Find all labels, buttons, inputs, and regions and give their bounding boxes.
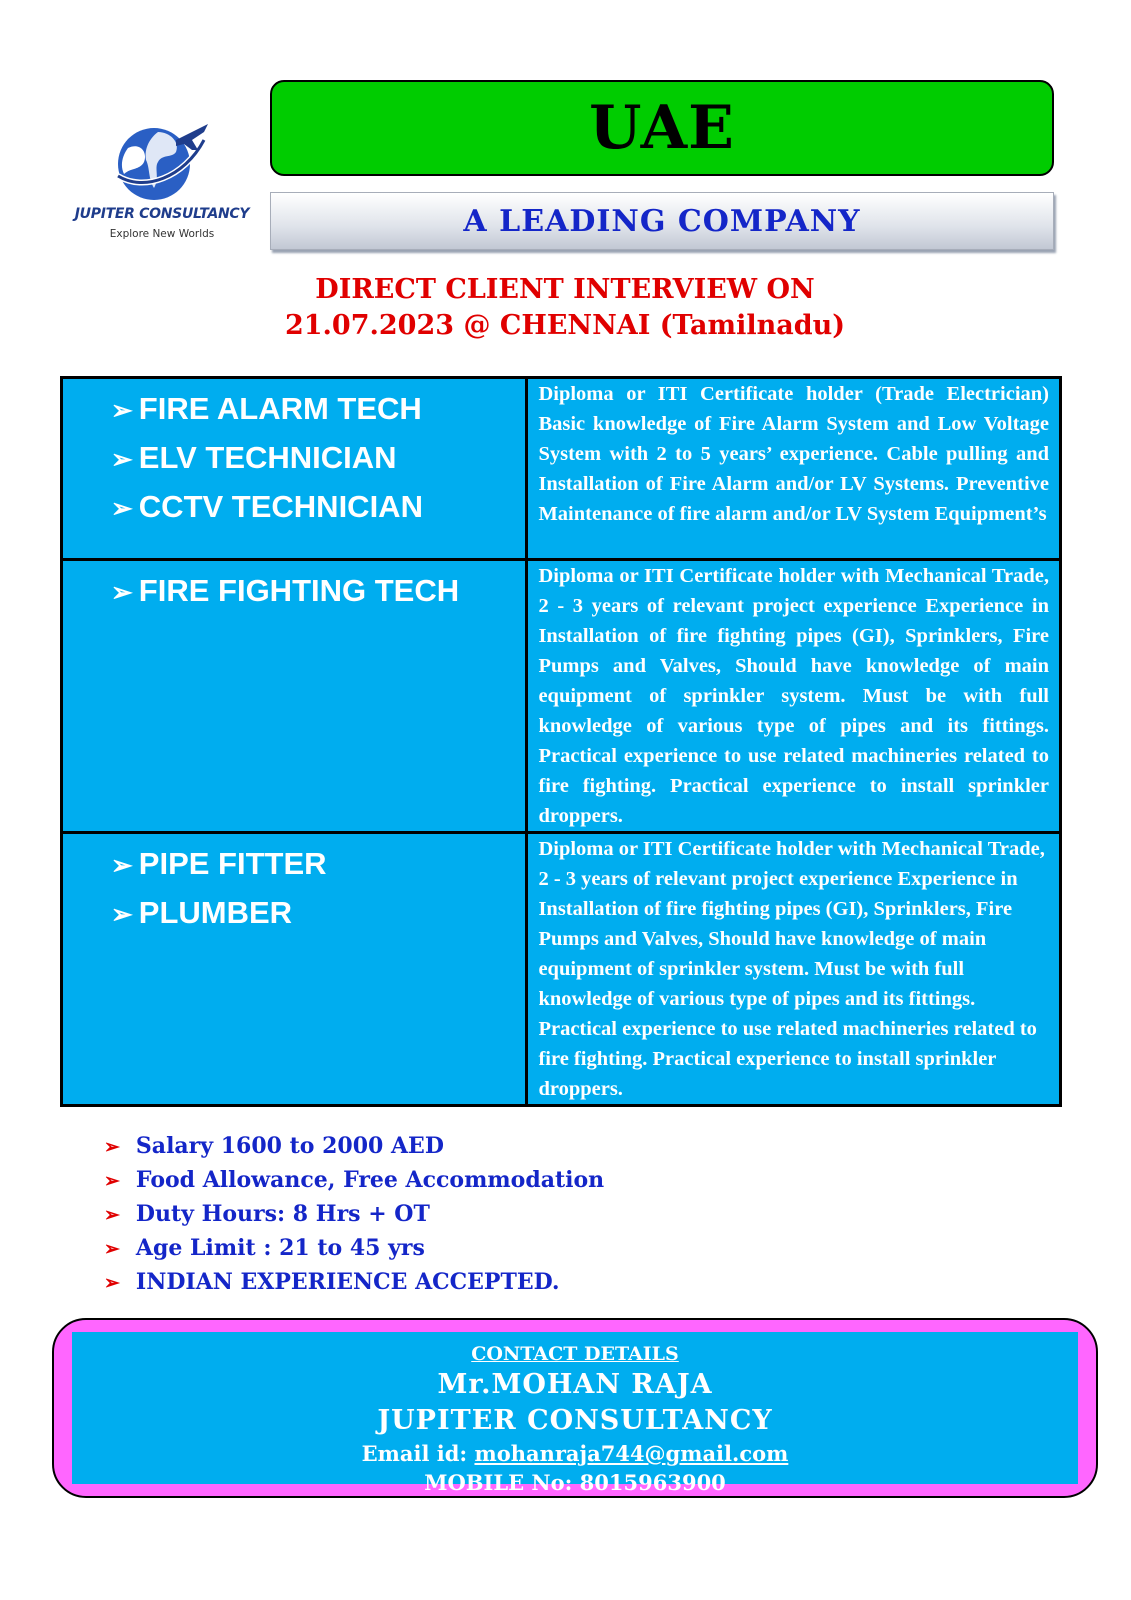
interview-line-1: DIRECT CLIENT INTERVIEW ON: [315, 274, 815, 305]
job-titles-cell: [62, 560, 527, 833]
job-description: Diploma or ITI Certificate holder (Trade Electrician) Basic knowledge of Fire Alarm System and Low Voltage System with 2 to 5 years’ experience. Cable pulling and Installation of Fire Alarm and/or LV Systems. Preventive Maintenance of fire alarm and/or LV System Equipment’s: [538, 383, 1049, 525]
contact-company: JUPITER CONSULTANCY: [377, 1405, 773, 1436]
mobile-label: MOBILE No:: [424, 1470, 573, 1495]
contact-mobile-line: [72, 1468, 1078, 1497]
interview-line-2: 21.07.2023 @ CHENNAI (Tamilnadu): [284, 310, 846, 341]
contact-box: [52, 1318, 1098, 1498]
email-link[interactable]: mohanraja744@gmail.com: [474, 1441, 789, 1466]
job-row: [62, 378, 1061, 560]
arrow-bullet-icon: ➢: [111, 850, 133, 880]
arrow-bullet-icon: ➢: [111, 577, 133, 607]
benefit-item: ➢ Duty Hours: 8 Hrs + OT: [104, 1201, 430, 1227]
globe-airplane-icon: [114, 118, 210, 204]
benefits-list: [104, 1130, 604, 1300]
logo-tagline: Explore New Worlds: [109, 228, 215, 240]
company-logo: [62, 118, 262, 268]
arrow-bullet-icon: ➢: [104, 1238, 120, 1260]
benefit-item: ➢ Salary 1600 to 2000 AED: [104, 1133, 444, 1159]
benefit-item: ➢ INDIAN EXPERIENCE ACCEPTED.: [104, 1269, 560, 1295]
job-titles-cell: [62, 378, 527, 560]
arrow-bullet-icon: ➢: [104, 1136, 120, 1158]
job-description: Diploma or ITI Certificate holder with Mechanical Trade, 2 - 3 years of relevant project experience Experience in Installation of fire fighting pipes (GI), Sprinklers, Fire Pumps and Valves, Should have knowledge of main equipment of sprinkler system. Must be with full knowledge of various type of pipes and its fittings. Practical experience to use related machineries related to fire fighting. Practical experience to install sprinkler droppers.: [538, 565, 1049, 827]
job-title: ➢ PIPE FITTER: [111, 846, 327, 881]
company-subtitle: A LEADING COMPANY: [463, 203, 861, 239]
job-titles-cell: [62, 833, 527, 1106]
job-description: Diploma or ITI Certificate holder with Mechanical Trade, 2 - 3 years of relevant project experience Experience in Installation of fire fighting pipes (GI), Sprinklers, Fire Pumps and Valves, Should have knowledge of main equipment of sprinkler system. Must be with full knowledge of various type of pipes and its fittings. Practical experience to use related machineries related to fire fighting. Practical experience to install sprinkler droppers.: [538, 838, 1045, 1100]
benefit-item: ➢ Food Allowance, Free Accommodation: [104, 1167, 605, 1193]
job-title: ➢ ELV TECHNICIAN: [111, 440, 397, 475]
arrow-bullet-icon: ➢: [111, 899, 133, 929]
company-banner: [270, 192, 1054, 250]
contact-person: Mr.MOHAN RAJA: [437, 1369, 713, 1400]
logo-name: JUPITER CONSULTANCY: [74, 206, 250, 222]
arrow-bullet-icon: ➢: [111, 493, 133, 523]
job-title: ➢ CCTV TECHNICIAN: [111, 489, 423, 524]
country-banner: [270, 80, 1054, 176]
job-description-cell: [527, 378, 1061, 560]
benefit-item: ➢ Age Limit : 21 to 45 yrs: [104, 1235, 425, 1261]
arrow-bullet-icon: ➢: [104, 1272, 120, 1294]
jobs-table: [60, 376, 1062, 1107]
job-row: [62, 560, 1061, 833]
job-title: ➢ PLUMBER: [111, 895, 293, 930]
contact-heading: CONTACT DETAILS: [471, 1343, 679, 1365]
contact-email-line: [72, 1439, 1078, 1468]
country-title: UAE: [589, 93, 735, 163]
contact-panel: [72, 1332, 1078, 1495]
job-title: ➢ FIRE FIGHTING TECH: [111, 573, 460, 608]
arrow-bullet-icon: ➢: [104, 1170, 120, 1192]
interview-notice: [150, 272, 980, 344]
arrow-bullet-icon: ➢: [111, 395, 133, 425]
job-description-cell: [527, 833, 1061, 1106]
job-title: ➢ FIRE ALARM TECH: [111, 391, 422, 426]
mobile-number[interactable]: 8015963900: [579, 1470, 726, 1495]
arrow-bullet-icon: ➢: [111, 444, 133, 474]
email-label: Email id:: [361, 1441, 468, 1466]
arrow-bullet-icon: ➢: [104, 1204, 120, 1226]
job-description-cell: [527, 560, 1061, 833]
job-row: [62, 833, 1061, 1106]
